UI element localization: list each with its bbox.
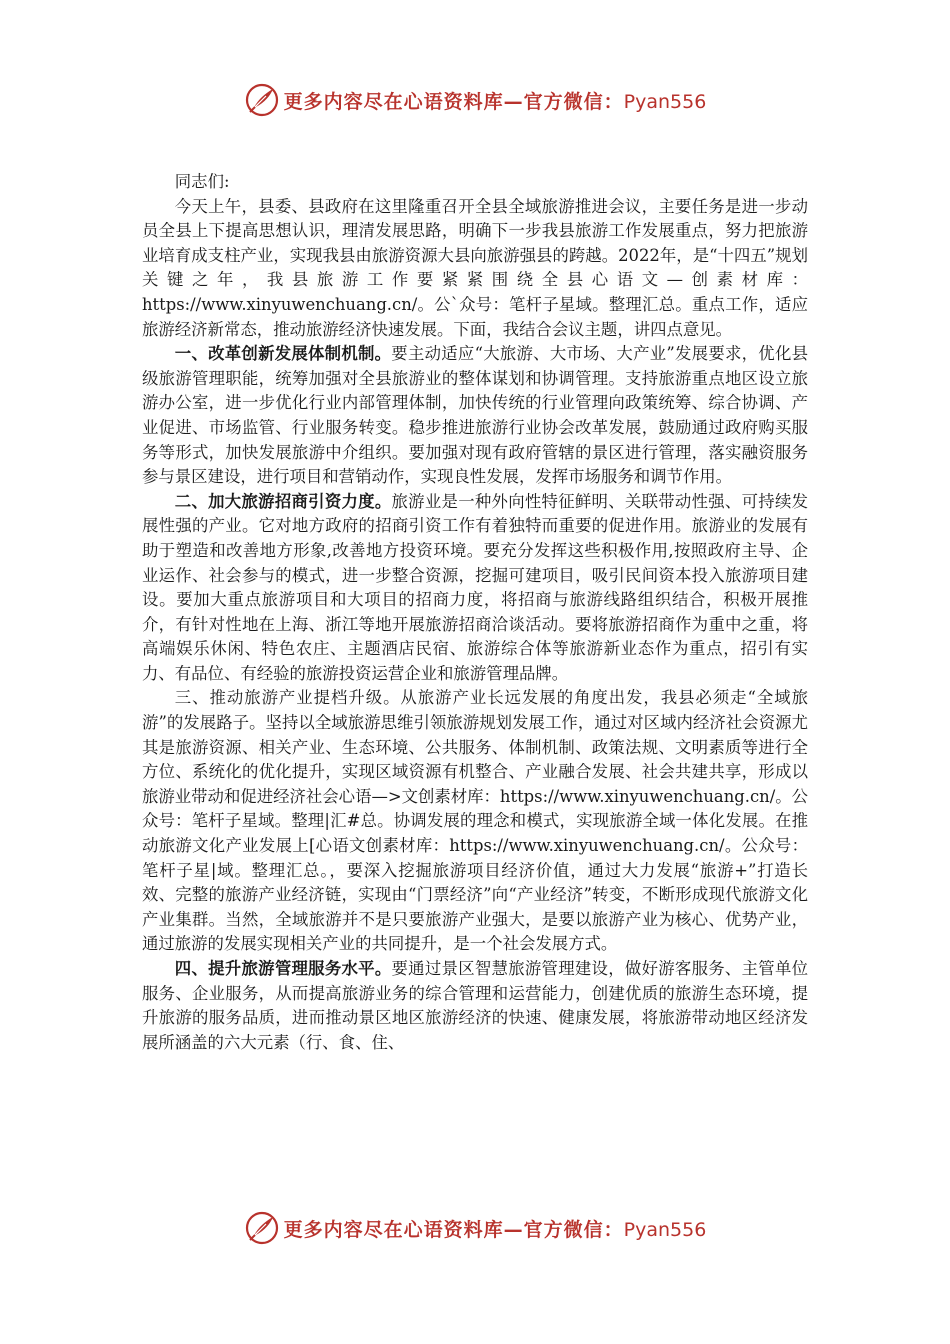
intro-paragraph: 今天上午，县委、县政府在这里隆重召开全县全域旅游推进会议，主要任务是进一步动员全县上下提高思想认识，理清发展思路，明确下一步我县旅游工作发展重点，努力把旅游业培育成支柱产业，实现我县由旅游资源大县向旅游强县的跨越。2022年，是“十四五”规划关键之年，我县旅游工作要紧紧围绕全县心语文—创素材库：https://www.xinyuwenchuang.cn/。公`众号：笔杆子星域。整理汇总。重点工作，适应旅游经济新常态，推动旅游经济快速发展。下面，我结合会议主题，讲四点意见。 — [142, 196, 808, 339]
section-4-paragraph — [142, 957, 808, 1055]
footer-banner — [0, 1208, 950, 1248]
section-4-heading: 四、提升旅游管理服务水平。 — [174, 959, 392, 978]
document-body — [142, 170, 808, 1055]
footer-text: 更多内容尽在心语资料库—官方微信：Pyan556 — [283, 1218, 707, 1241]
pen-feather-logo-icon — [244, 82, 280, 118]
header-banner — [0, 80, 950, 120]
pen-feather-logo-icon — [244, 1210, 280, 1246]
section-1-paragraph — [142, 342, 808, 490]
section-1-body: 要主动适应“大旅游、大市场、大产业”发展要求，优化县级旅游管理职能，统筹加强对全县旅游业的整体谋划和协调管理。支持旅游重点地区设立旅游办公室，进一步优化行业内部管理体制，加快传统的行业管理向政策统筹、综合协调、产业促进、市场监管、行业服务转变。稳步推进旅游行业协会改革发展，鼓励通过政府购买服务等形式，加快发展旅游中介组织。要加强对现有政府管辖的景区进行管理，落实融资服务参与景区建设，进行项目和营销动作，实现良性发展，发挥市场服务和调节作用。 — [142, 344, 808, 487]
greeting: 同志们: — [174, 172, 230, 191]
header-text: 更多内容尽在心语资料库—官方微信：Pyan556 — [283, 90, 707, 113]
wechat-id: Pyan556 — [623, 1218, 707, 1241]
section-2-heading: 二、加大旅游招商引资力度。 — [174, 491, 392, 511]
section-3-paragraph: 三、推动旅游产业提档升级。从旅游产业长远发展的角度出发，我县必须走“全域旅游”的发展路子。坚持以全域旅游思维引领旅游规划发展工作，通过对区域内经济社会资源尤其是旅游资源、相关产业、生态环境、公共服务、体制机制、政策法规、文明素质等进行全方位、系统化的优化提升，实现区域资源有机整合、产业融合发展、社会共建共享，形成以旅游业带动和促进经济社会心语—>文创素材库：https://www.xinyuwenchuang.cn/。公众号：笔杆子星域。整理|汇#总。协调发展的理念和模式，实现旅游全域一体化发展。在推动旅游文化产业发展上[心语文创素材库：https://www.xinyuwenchuang.cn/。公众号：笔杆子星|域。整理汇总。，要深入挖掘旅游项目经济价值，通过大力发展“旅游+”打造长效、完整的旅游产业经济链，实现由“门票经济”向“产业经济”转变，不断形成现代旅游文化产业集群。当然，全域旅游并不是只要旅游产业强大，是要以旅游产业为核心、优势产业，通过旅游的发展实现相关产业的共同提升，是一个社会发展方式。 — [142, 688, 808, 954]
section-1-heading: 一、改革创新发展体制机制。 — [174, 344, 392, 364]
section-2-paragraph — [142, 490, 808, 687]
wechat-id: Pyan556 — [623, 90, 707, 113]
section-4-body: 要通过景区智慧旅游管理建设，做好游客服务、主管单位服务、企业服务，从而提高旅游业务的综合管理和运营能力，创建优质的旅游生态环境，提升旅游的服务品质，进而推动景区地区旅游经济的快速、健康发展，将旅游带动地区经济发展所涵盖的六大元素（行、食、住、 — [142, 959, 808, 1052]
section-2-body: 旅游业是一种外向性特征鲜明、关联带动性强、可持续发展性强的产业。它对地方政府的招商引资工作有着独特而重要的促进作用。旅游业的发展有助于塑造和改善地方形象,改善地方投资环境。要充分发挥这些积极作用,按照政府主导、企业运作、社会参与的模式，进一步整合资源，挖掘可建项目，吸引民间资本投入旅游项目建设。要加大重点旅游项目和大项目的招商力度，将招商与旅游线路组织结合，积极开展推介，有针对性地在上海、浙江等地开展旅游招商洽谈活动。要将旅游招商作为重中之重，将高端娱乐休闲、特色农庄、主题酒店民宿、旅游综合体等旅游新业态作为重点，招引有实力、有品位、有经验的旅游投资运营企业和旅游管理品牌。 — [142, 491, 808, 683]
